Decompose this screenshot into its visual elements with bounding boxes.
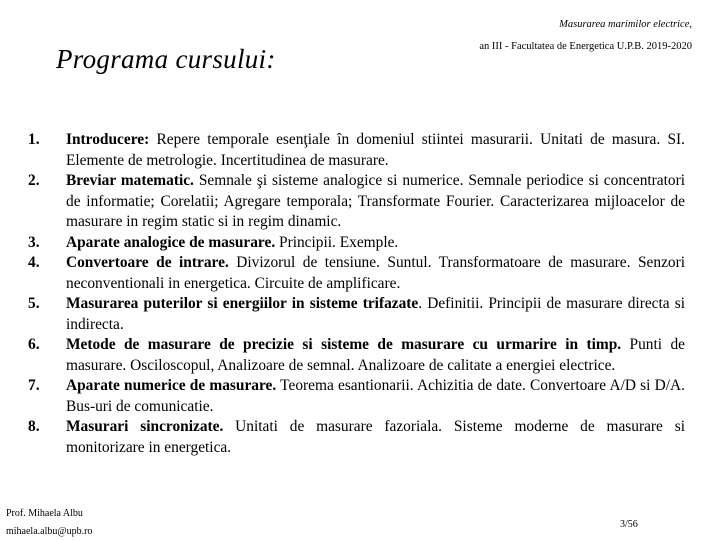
course-header <box>479 14 692 58</box>
list-item-text: Punti de masurare. Osciloscopul, Analizoare de semnal. Analizoare de calitate a energiei electrice. <box>66 336 685 374</box>
course-header-faculty: an III - Facultatea de Energetica U.P.B. 2019-2020 <box>479 41 692 52</box>
list-item <box>28 130 685 171</box>
list-item-text: Semnale şi sisteme analogice si numerice. Semnale periodice si concentratori de informatie; Corelatii; Agregare temporala; Transformate Fourier. Caracterizarea mijloacelor de masurare in regim static si in regim dinamic. <box>66 172 685 230</box>
list-item-number: 1. <box>28 131 40 148</box>
list-item <box>28 417 685 458</box>
list-item-number: 3. <box>28 233 40 251</box>
list-item-number: 7. <box>28 377 40 394</box>
list-item-number: 6. <box>28 336 40 353</box>
list-item-number: 4. <box>28 254 40 271</box>
list-item-text: Principii. Exemple. <box>275 233 399 251</box>
list-item-body <box>66 335 685 376</box>
list-item-body <box>66 417 685 458</box>
list-item-heading: Masurarea puterilor si energiilor in sisteme trifazate <box>66 295 419 312</box>
list-item <box>28 253 685 294</box>
list-item-heading: Introducere: <box>66 131 150 148</box>
list-item-body <box>66 171 685 233</box>
list-item-text: Repere temporale esenţiale în domeniul stiintei masurarii. Unitati de masura. SI. Elemente de metrologie. Incertitudinea de masurare. <box>66 131 685 169</box>
list-item-body <box>66 294 685 335</box>
list-item-text: Unitati de masurare fazoriala. Sisteme moderne de masurare si monitorizare in energetica. <box>66 418 685 456</box>
list-item-number: 5. <box>28 295 40 312</box>
list-item-number: 8. <box>28 418 40 435</box>
list-item <box>28 376 685 417</box>
list-item-heading: Aparate analogice de masurare. <box>66 233 276 251</box>
list-item-heading: Masurari sincronizate. <box>66 418 224 435</box>
list-item-body <box>66 253 685 294</box>
list-item-text: Teorema esantionarii. Achizitia de date. Convertoare A/D si D/A. Bus-uri de comunicatie. <box>66 377 685 415</box>
syllabus-list <box>28 130 685 458</box>
list-item-body <box>66 233 685 254</box>
author-email: mihaela.albu@upb.ro <box>6 526 93 537</box>
list-item-text: . Definitii. Principii de masurare directa si indirecta. <box>66 295 685 333</box>
footer-author-block <box>6 505 92 541</box>
list-item <box>28 294 685 335</box>
list-item-body <box>66 376 685 417</box>
list-item-heading: Breviar matematic. <box>66 172 194 189</box>
page-number: 3/56 <box>620 519 638 530</box>
list-item-body <box>66 130 685 171</box>
list-item-number: 2. <box>28 172 40 189</box>
list-item-heading: Aparate numerice de masurare. <box>66 377 277 394</box>
course-header-title: Masurarea marimilor electrice, <box>559 19 692 30</box>
list-item-text: Divizorul de tensiune. Suntul. Transformatoare de masurare. Senzori neconventionali in energetica. Circuite de amplificare. <box>66 254 685 292</box>
page-title: Programa cursului: <box>56 44 276 74</box>
list-item-heading: Convertoare de intrare. <box>66 254 229 271</box>
author-name: Prof. Mihaela Albu <box>6 508 83 519</box>
list-item <box>28 171 685 233</box>
list-item <box>28 233 685 254</box>
list-item-heading: Metode de masurare de precizie si sisteme de masurare cu urmarire in timp. <box>66 336 622 353</box>
list-item <box>28 335 685 376</box>
